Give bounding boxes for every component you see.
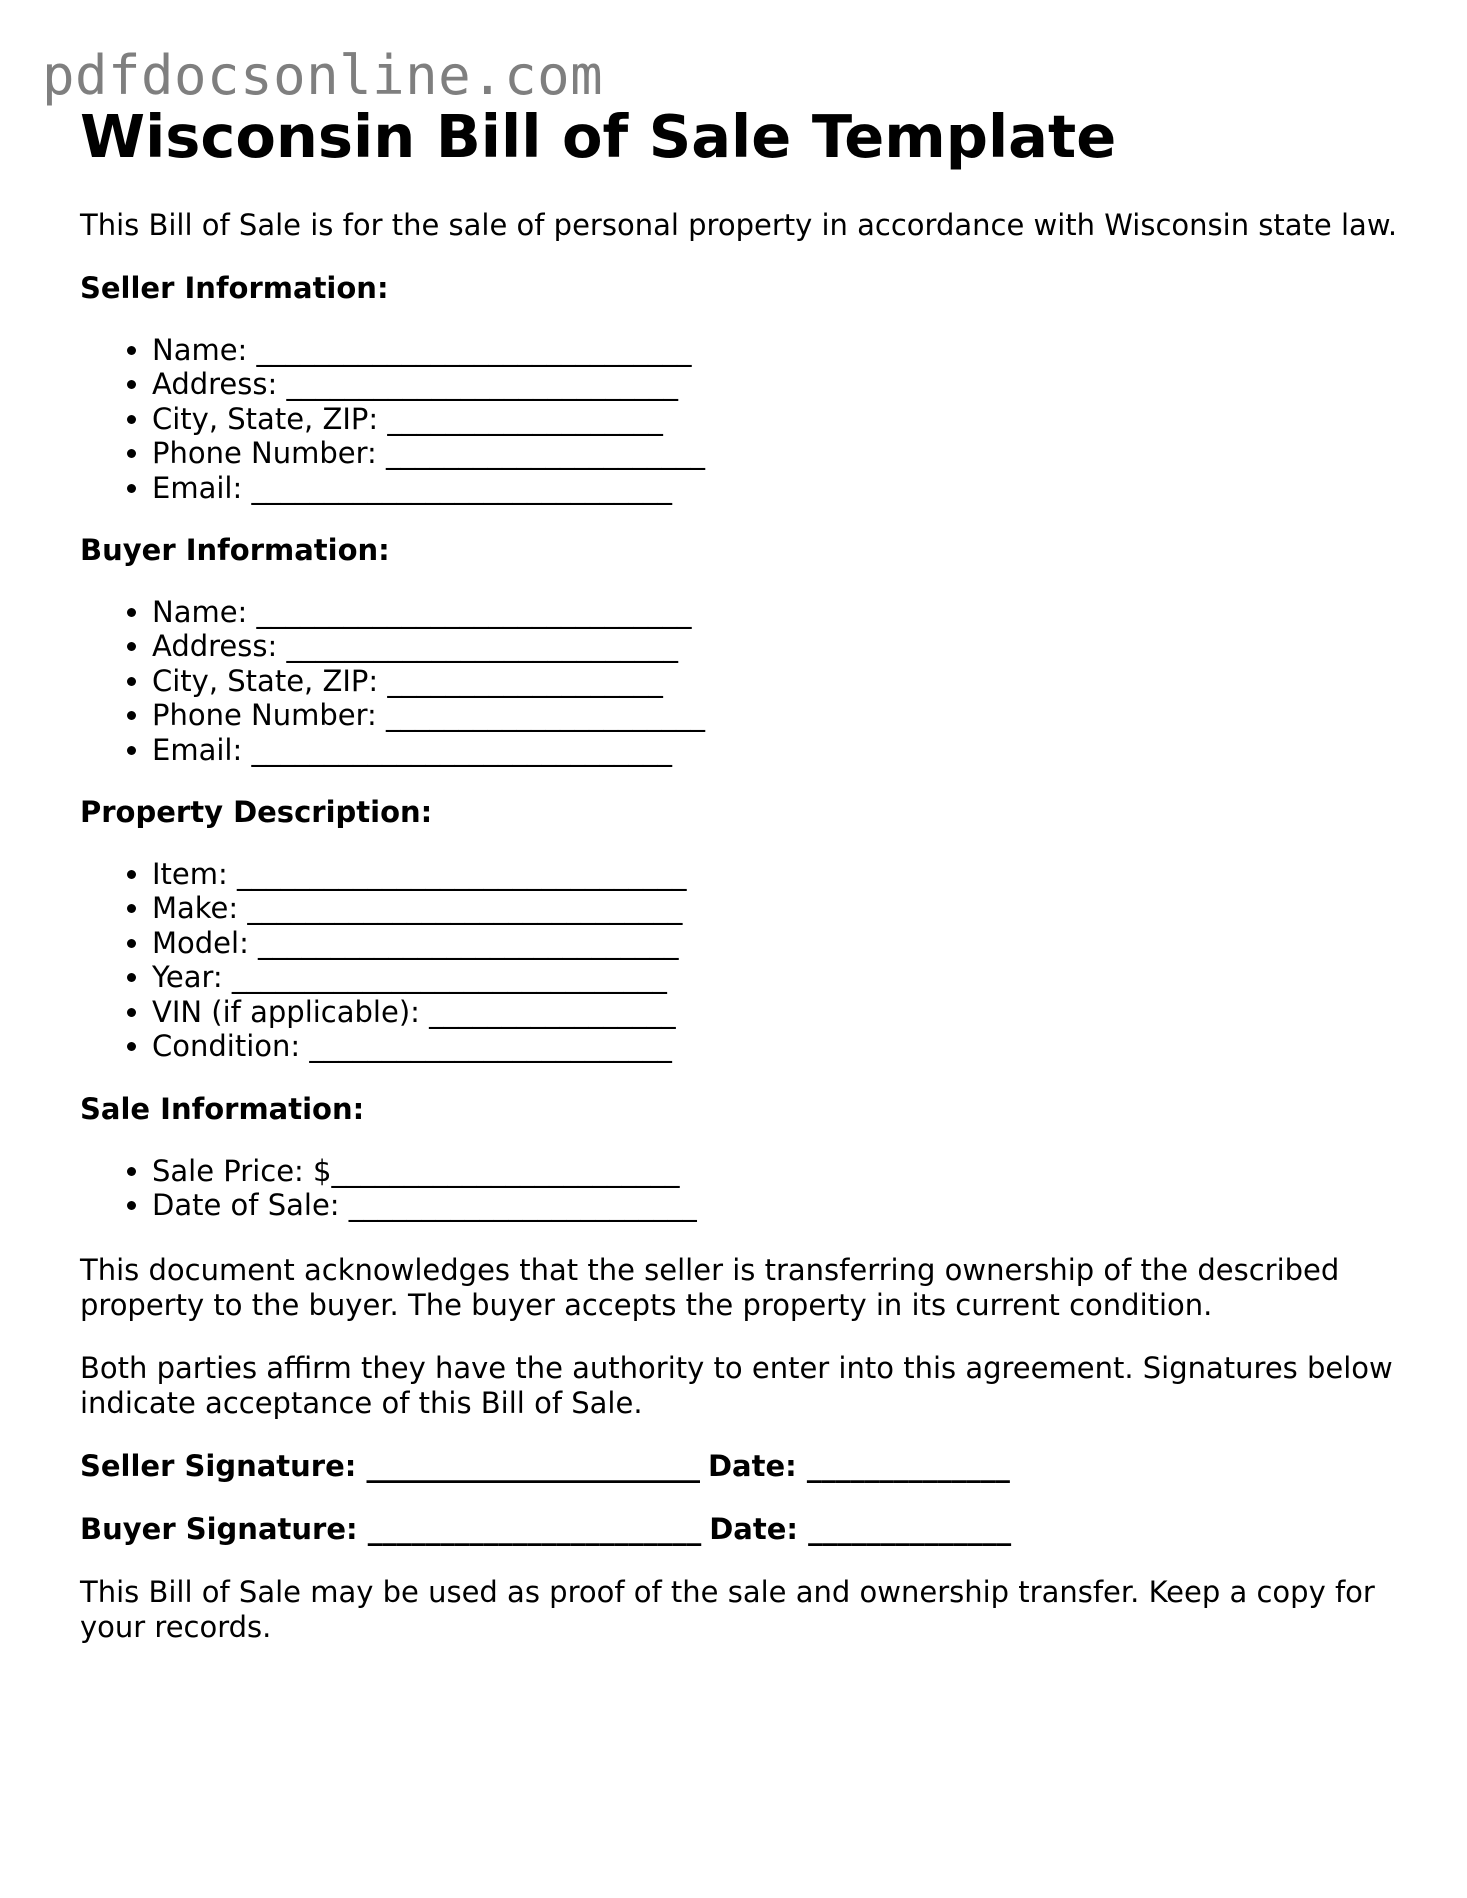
seller-city-state-zip-field[interactable]: • City, State, ZIP: ___________________ (152, 402, 1410, 436)
seller-list (80, 333, 1410, 505)
page-title: Wisconsin Bill of Sale Template (80, 102, 1117, 171)
property-list (80, 857, 1410, 1063)
property-model-field[interactable]: • Model: _____________________________ (152, 926, 1410, 960)
property-item-field[interactable]: • Item: _______________________________ (152, 857, 1410, 891)
seller-heading: Seller Information: (80, 271, 389, 305)
buyer-phone-field[interactable]: • Phone Number: ______________________ (152, 698, 1410, 732)
seller-date-field[interactable]: Date: ______________ (707, 1449, 1010, 1484)
buyer-heading: Buyer Information: (80, 533, 390, 568)
document-page (80, 100, 1410, 1645)
seller-signature-row (80, 1449, 1410, 1484)
property-vin-field[interactable]: • VIN (if applicable): _________________ (152, 995, 1410, 1029)
buyer-date-field[interactable]: Date: ______________ (709, 1512, 1012, 1547)
property-heading: Property Description: (80, 795, 433, 830)
seller-name-field[interactable]: • Name: ______________________________ (152, 333, 1410, 367)
buyer-signature-field[interactable]: Buyer Signature: _______________________ (80, 1512, 702, 1547)
seller-email-field[interactable]: • Email: _____________________________ (152, 471, 1410, 505)
buyer-address-field[interactable]: • Address: ___________________________ (152, 629, 1410, 663)
seller-phone-field[interactable]: • Phone Number: ______________________ (152, 436, 1410, 470)
sale-price-field[interactable]: • Sale Price: $________________________ (152, 1154, 1410, 1188)
sale-heading: Sale Information: (80, 1091, 365, 1126)
authority-paragraph: Both parties affirm they have the authority to enter into this agreement. Signatures below indicate acceptance of this Bill of Sale. (80, 1351, 1393, 1421)
buyer-city-state-zip-field[interactable]: • City, State, ZIP: ___________________ (152, 664, 1410, 698)
property-condition-field[interactable]: • Condition: _________________________ (152, 1029, 1410, 1063)
closing-paragraph: This Bill of Sale may be used as proof of the sale and ownership transfer. Keep a copy for your records. (80, 1575, 1375, 1645)
property-make-field[interactable]: • Make: ______________________________ (152, 891, 1410, 925)
property-year-field[interactable]: • Year: ______________________________ (152, 960, 1410, 994)
sale-list (80, 1154, 1410, 1223)
seller-signature-field[interactable]: Seller Signature: _______________________ (80, 1449, 700, 1484)
watermark: pdfdocsonline.com (42, 44, 604, 107)
buyer-email-field[interactable]: • Email: _____________________________ (152, 733, 1410, 767)
intro-text: This Bill of Sale is for the sale of personal property in accordance with Wisconsin state law. (80, 208, 1398, 242)
buyer-signature-row (80, 1512, 1410, 1547)
transfer-paragraph: This document acknowledges that the seller is transferring ownership of the described property to the buyer. The buyer accepts the property in its current condition. (80, 1253, 1340, 1323)
sale-date-field[interactable]: • Date of Sale: ________________________ (152, 1188, 1410, 1222)
buyer-name-field[interactable]: • Name: ______________________________ (152, 595, 1410, 629)
seller-address-field[interactable]: • Address: ___________________________ (152, 367, 1410, 401)
buyer-list (80, 595, 1410, 767)
